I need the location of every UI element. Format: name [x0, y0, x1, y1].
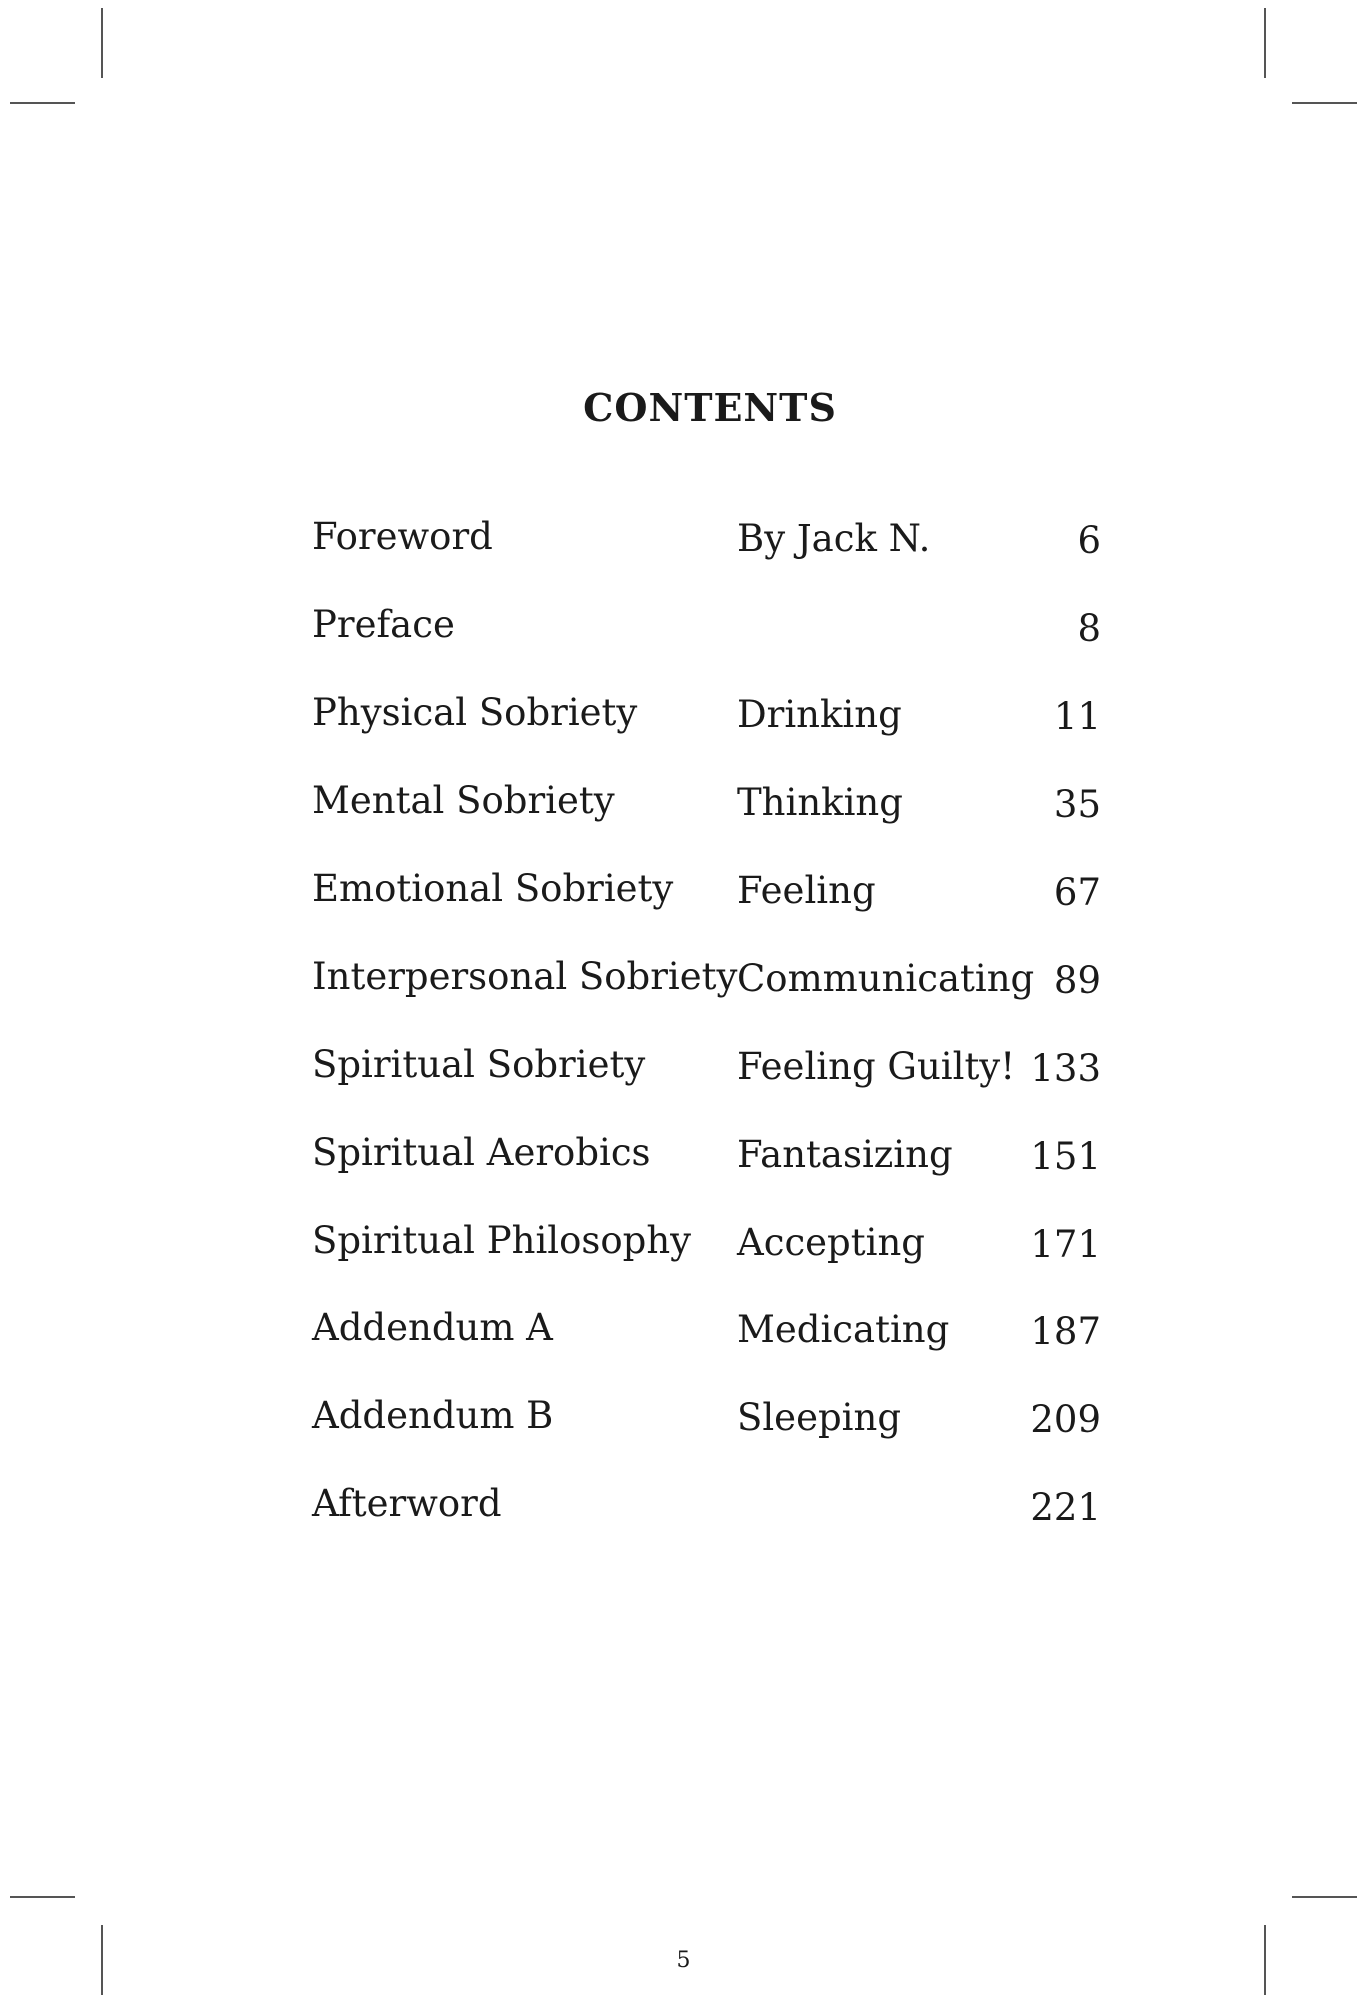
toc-row-addendum-b [0, 1394, 1367, 1454]
toc-subtitle: By Jack N. [737, 517, 931, 560]
toc-page-number: 209 [1030, 1398, 1101, 1441]
toc-row-preface [0, 603, 1367, 663]
toc-section: Foreword [312, 515, 493, 558]
toc-subtitle: Medicating [737, 1308, 950, 1351]
toc-subtitle: Feeling [737, 869, 876, 912]
toc-page-number: 8 [1077, 607, 1101, 650]
toc-row-foreword [0, 515, 1367, 575]
toc-section: Spiritual Aerobics [312, 1131, 651, 1174]
toc-page-number: 89 [1053, 959, 1101, 1002]
toc-subtitle: Drinking [737, 693, 902, 736]
toc-page-number: 187 [1030, 1310, 1101, 1353]
toc-row-addendum-a [0, 1306, 1367, 1366]
toc-page-number: 6 [1077, 519, 1101, 562]
toc-row-spiritual-philosophy [0, 1219, 1367, 1279]
crop-mark-top-left-vertical [101, 8, 103, 78]
toc-row-afterword [0, 1482, 1367, 1542]
toc-page-number: 67 [1053, 871, 1101, 914]
toc-page-number: 171 [1030, 1223, 1101, 1266]
toc-section: Addendum A [312, 1306, 553, 1349]
toc-section: Spiritual Philosophy [312, 1219, 692, 1262]
toc-page-number: 11 [1053, 695, 1101, 738]
toc-section: Mental Sobriety [312, 779, 615, 822]
toc-section: Interpersonal Sobriety [312, 955, 738, 998]
toc-subtitle: Accepting [737, 1221, 925, 1264]
toc-row-spiritual-sobriety [0, 1043, 1367, 1103]
toc-row-spiritual-aerobics [0, 1131, 1367, 1191]
toc-row-physical-sobriety [0, 691, 1367, 751]
toc-page-number: 151 [1030, 1135, 1101, 1178]
toc-page-number: 221 [1030, 1486, 1101, 1529]
toc-subtitle: Sleeping [737, 1396, 902, 1439]
crop-mark-top-right-vertical [1264, 8, 1266, 78]
toc-subtitle: Communicating [737, 957, 1035, 1000]
page-number: 5 [676, 1948, 691, 1973]
toc-section: Emotional Sobriety [312, 867, 674, 910]
toc-subtitle: Fantasizing [737, 1133, 953, 1176]
toc-section: Addendum B [312, 1394, 554, 1437]
crop-mark-top-right-horizontal [1292, 102, 1357, 104]
toc-section: Spiritual Sobriety [312, 1043, 646, 1086]
crop-mark-bottom-left-horizontal [10, 1896, 75, 1898]
toc-subtitle: Feeling Guilty! [737, 1045, 1016, 1088]
toc-page-number: 133 [1030, 1047, 1101, 1090]
page-title: CONTENTS [583, 385, 837, 430]
toc-row-mental-sobriety [0, 779, 1367, 839]
toc-section: Afterword [312, 1482, 502, 1525]
crop-mark-bottom-right-horizontal [1292, 1896, 1357, 1898]
toc-section: Preface [312, 603, 455, 646]
crop-mark-top-left-horizontal [10, 102, 75, 104]
toc-row-interpersonal-sobriety [0, 955, 1367, 1015]
toc-row-emotional-sobriety [0, 867, 1367, 927]
toc-page-number: 35 [1053, 783, 1101, 826]
toc-subtitle: Thinking [737, 781, 903, 824]
toc-section: Physical Sobriety [312, 691, 638, 734]
